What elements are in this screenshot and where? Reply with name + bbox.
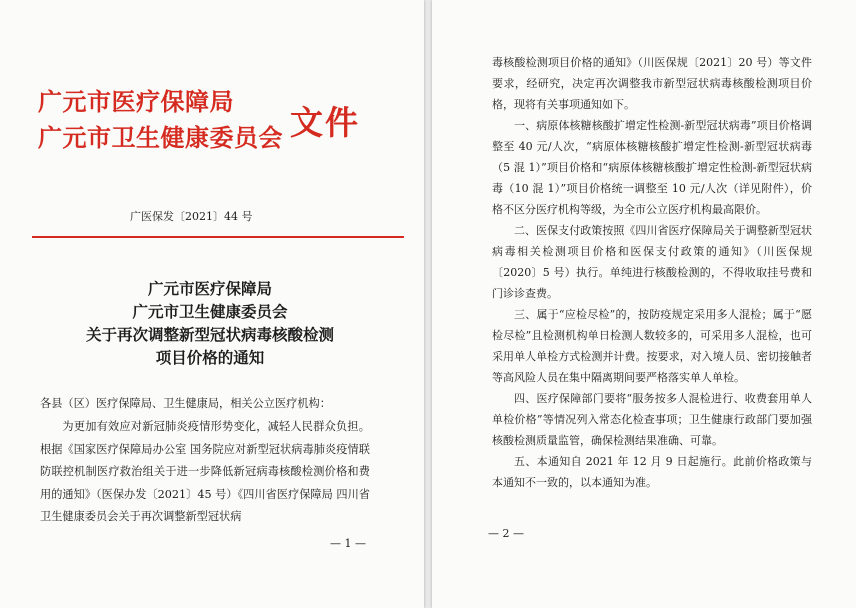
page-number: — 2 — [488, 527, 524, 540]
body-paragraph: 一、病原体核糖核酸扩增定性检测-新型冠状病毒”项目价格调整至 40 元/人次，“病原体核糖核酸扩增定性检测-新型冠状病毒（5 混 1）”项目价格和“病原体核糖核酸扩增定性检测-新型冠状病毒（10 混 1）”项目价格统一调整至 10 元/人次（详见附件），价格不区分医疗机构等级，为全市公立医疗机构最高限价。 [492, 119, 812, 216]
page-number: — 1 — [330, 537, 366, 550]
body-paragraph: 三、属于“应检尽检”的，按防疫规定采用多人混检；属于“愿检尽检”且检测机构单日检测人数较多的，可采用多人混检，也可采用单人单检方式检测并计费。按要求，对入境人员、密切接触者等高风险人员在集中隔离期间要严格落实单人单检。 [492, 308, 812, 384]
title-line: 项目价格的通知 [155, 348, 265, 367]
title-line: 关于再次调整新型冠状病毒核酸检测 [85, 325, 334, 344]
salutation: 各县（区）医疗保障局、卫生健康局，相关公立医疗机构： [40, 397, 331, 410]
letterhead-issuer-2: 广元市卫生健康委员会 [38, 123, 283, 152]
document-page-1 [0, 0, 424, 608]
title-line: 广元市卫生健康委员会 [132, 302, 288, 321]
body-paragraph: 毒核酸检测项目价格的通知》（川医保规〔2021〕20 号）等文件要求，经研究，决定再次调整我市新型冠状病毒核酸检测项目价格，现将有关事项通知如下。 [492, 56, 812, 111]
page-2-body [492, 52, 812, 493]
letterhead-wenjian: 文件 [290, 103, 360, 142]
document-number: 广医保发〔2021〕44 号 [130, 210, 253, 223]
red-divider [32, 236, 404, 238]
letterhead-issuer-1: 广元市医疗保障局 [38, 87, 234, 116]
body-paragraph: 二、医保支付政策按照《四川省医疗保障局关于调整新型冠状病毒相关检测项目价格和医保支付政策的通知》（川医保规〔2020〕5 号）执行。单纯进行核酸检测的，不得收取挂号费和门诊诊查费。 [492, 224, 812, 300]
document-title [40, 277, 380, 369]
body-paragraph: 四、医疗保障部门要将“服务按多人混检进行、收费套用单人单检价格”等情况列入常态化检查事项；卫生健康行政部门要加强核酸检测质量监管，确保检测结果准确、可靠。 [492, 392, 812, 447]
body-paragraph: 五、本通知自 2021 年 12 月 9 日起施行。此前价格政策与本通知不一致的，以本通知为准。 [492, 455, 812, 489]
body-paragraph: 为更加有效应对新冠肺炎疫情形势变化，减轻人民群众负担。根据《国家医疗保障局办公室 国务院应对新型冠状病毒肺炎疫情联防联控机制医疗救治组关于进一步降低新冠病毒核酸检测价格和费用的通知》（医保办发〔2021〕45 号）《四川省医疗保障局 四川省卫生健康委员会关于再次调整新型冠状病 [40, 420, 370, 524]
document-page-2 [432, 0, 856, 608]
title-line: 广元市医疗保障局 [147, 279, 272, 298]
